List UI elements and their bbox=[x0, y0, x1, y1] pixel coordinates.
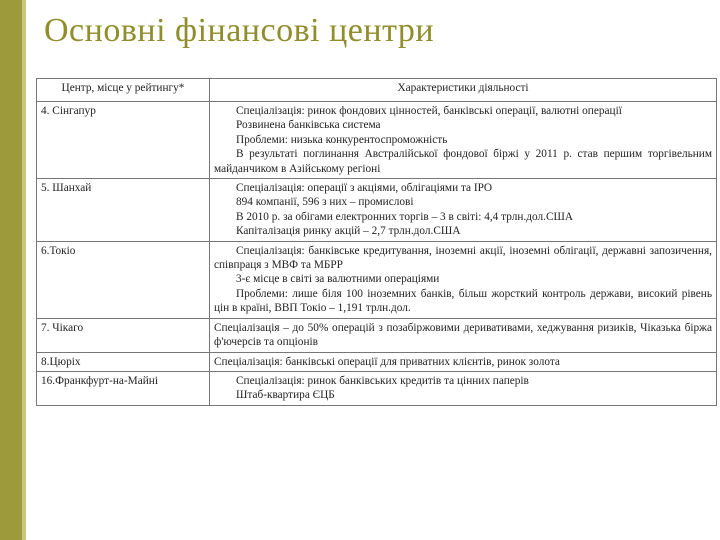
center-name: 5. Шанхай bbox=[37, 179, 210, 242]
table-row bbox=[37, 371, 717, 405]
detail-line: Спеціалізація: операції з акціями, облігаціями та IPO bbox=[236, 182, 493, 195]
detail-line: Спеціалізація – до 50% операцій з позабіржовими деривативами, хеджування ризиків, Чіказька біржа ф'ючерсів та опціонів bbox=[214, 321, 712, 349]
header-center: Центр, місце у рейтингу* bbox=[37, 79, 210, 102]
slide-title: Основні фінансові центри bbox=[44, 12, 435, 49]
center-details bbox=[210, 352, 717, 371]
detail-line: Штаб-квартира ЄЦБ bbox=[236, 389, 335, 402]
detail-line: Спеціалізація: ринок фондових цінностей, банківські операції, валютні операції bbox=[236, 105, 622, 117]
center-details bbox=[210, 318, 717, 352]
table-row bbox=[37, 179, 717, 242]
detail-line: В 2010 р. за обігами електронних торгів – 3 в світі: 4,4 трлн.дол.США bbox=[236, 210, 574, 223]
detail-line: Спеціалізація: ринок банківських кредитів та цінних паперів bbox=[236, 374, 529, 387]
center-details bbox=[210, 241, 717, 318]
detail-line: Спеціалізація: банківські операції для приватних клієнтів, ринок золота bbox=[214, 355, 560, 368]
detail-line: Розвинена банківська система bbox=[236, 119, 381, 132]
detail-line: Спеціалізація: банківське кредитування, іноземні акції, іноземні облігації, державні запозичення, співпраця з МВФ та МБРР bbox=[214, 244, 712, 272]
detail-line: Капіталізація ринку акцій – 2,7 трлн.дол.США bbox=[236, 225, 461, 238]
center-name: 8.Цюріх bbox=[37, 352, 210, 371]
table-row bbox=[37, 318, 717, 352]
center-details bbox=[210, 102, 717, 179]
financial-centers-table bbox=[36, 78, 717, 406]
table-row bbox=[37, 241, 717, 318]
center-name: 7. Чікаго bbox=[37, 318, 210, 352]
left-accent-stripe bbox=[0, 0, 22, 540]
left-accent-stripe-light bbox=[22, 0, 26, 540]
table-row bbox=[37, 102, 717, 179]
table-row bbox=[37, 352, 717, 371]
detail-line: 894 компанії, 596 з них – промислові bbox=[236, 196, 414, 209]
center-details bbox=[210, 371, 717, 405]
table-header-row bbox=[37, 79, 717, 102]
center-details bbox=[210, 179, 717, 242]
detail-line: Проблеми: лише біля 100 іноземних банків, більш жорсткий контроль держави, високий рівень цін в країні, ВВП Токіо – 1,191 трлн.дол. bbox=[214, 287, 712, 315]
header-characteristics: Характеристики діяльності bbox=[210, 79, 717, 102]
center-name: 16.Франкфурт-на-Майні bbox=[37, 371, 210, 405]
center-name: 4. Сінгапур bbox=[37, 102, 210, 179]
detail-line: Проблеми: низька конкурентоспроможність bbox=[236, 133, 448, 146]
detail-line: В результаті поглинання Австралійської фондової біржі у 2011 р. став першим торгівельним майданчиком в Азійському регіоні bbox=[214, 148, 712, 175]
detail-line: 3-є місце в світі за валютними операціями bbox=[236, 273, 440, 286]
center-name: 6.Токіо bbox=[37, 241, 210, 318]
